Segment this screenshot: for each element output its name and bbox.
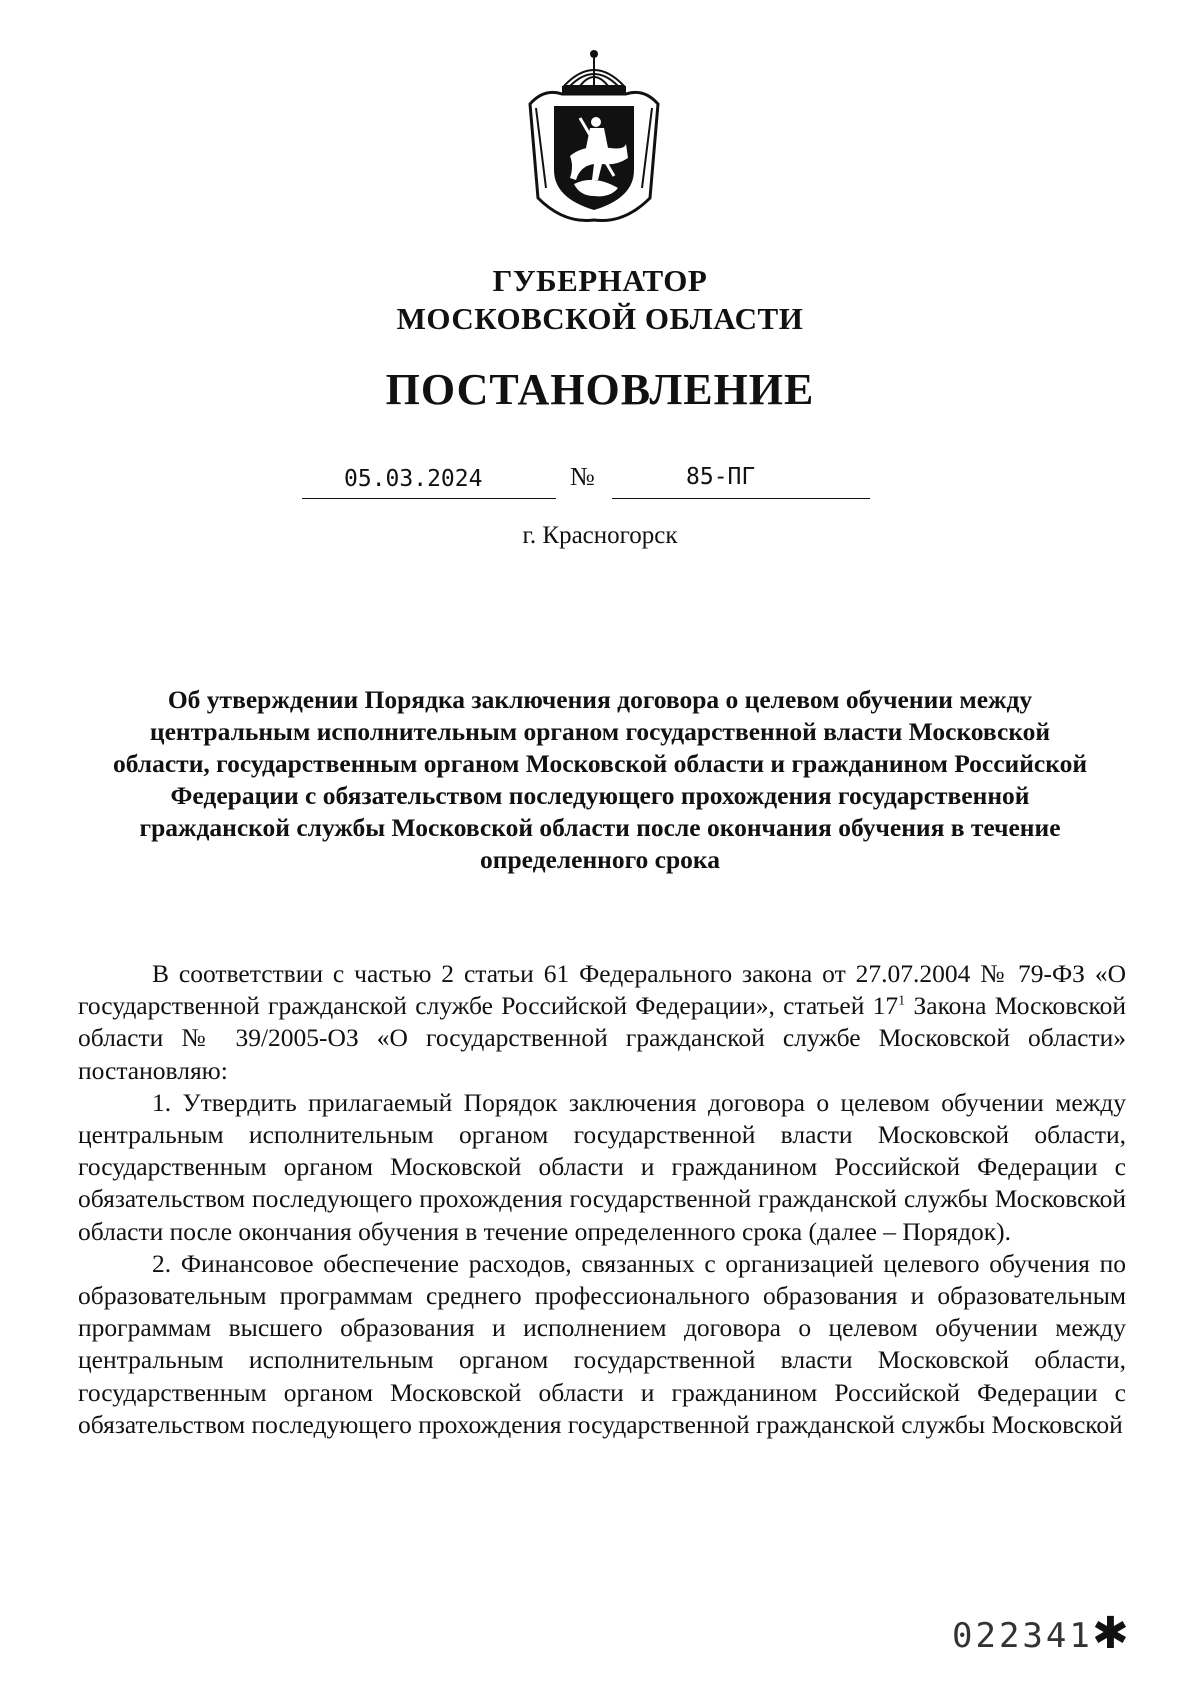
number-field bbox=[612, 462, 870, 499]
paragraph-2: 2. Финансовое обеспечение расходов, связанных с организацией целевого обучения по образовательным программам среднего профессионального образования и образовательным программам высшего образования и исполнением договора о целевом обучении между центральным исполнительным органом государственной власти Московской области, государственным органом Московской области и гражданином Российской Федерации с обязательством последующего прохождения государственной гражданской службы Московской bbox=[78, 1248, 1126, 1439]
authority-title-line2: МОСКОВСКОЙ ОБЛАСТИ bbox=[396, 301, 804, 336]
preamble-text-a: В соответствии с частью 2 статьи 61 Федерального закона от 27.07.2004 № 79-ФЗ «О государственной гражданской службе Российской Федерации», статьей 17 bbox=[78, 959, 1126, 1021]
document-title: Об утверждении Порядка заключения договора о целевом обучении между центральным исполнительным органом государственной власти Московской области, государственным органом Московской области и гражданином Российской Федерации с обязательством последующего прохождения государственной гражданской службы Московской области после окончания обучения в течение определенного срока bbox=[112, 685, 1088, 874]
number-sign: № bbox=[570, 462, 595, 491]
document-body bbox=[78, 958, 1126, 1441]
paragraph-1: 1. Утвердить прилагаемый Порядок заключения договора о целевом обучении между центральным исполнительным органом государственной власти Московской области, государственным органом Московской области и гражданином Российской Федерации с обязательством последующего прохождения государственной гражданской службы Московской области после окончания обучения в течение определенного срока (далее – Порядок). bbox=[78, 1087, 1126, 1246]
serial-number: 022341 bbox=[952, 1616, 1093, 1656]
article-superscript: 1 bbox=[898, 993, 906, 1009]
date-field bbox=[302, 462, 556, 499]
asterisk-mark: ✱ bbox=[1092, 1608, 1129, 1659]
preamble-text-b: Закона Московской области № 39/2005-ОЗ «О государственной гражданской службе Московской области» постановляю: bbox=[78, 991, 1127, 1085]
coat-of-arms-icon bbox=[524, 48, 664, 230]
city: г. Красногорск bbox=[522, 522, 678, 549]
paragraph-preamble bbox=[78, 958, 1126, 1087]
authority-title-line1: ГУБЕРНАТОР bbox=[492, 263, 708, 298]
document-type: ПОСТАНОВЛЕНИЕ bbox=[385, 365, 815, 414]
document-date: 05.03.2024 bbox=[344, 466, 483, 492]
document-number: 85-ПГ bbox=[686, 464, 756, 490]
